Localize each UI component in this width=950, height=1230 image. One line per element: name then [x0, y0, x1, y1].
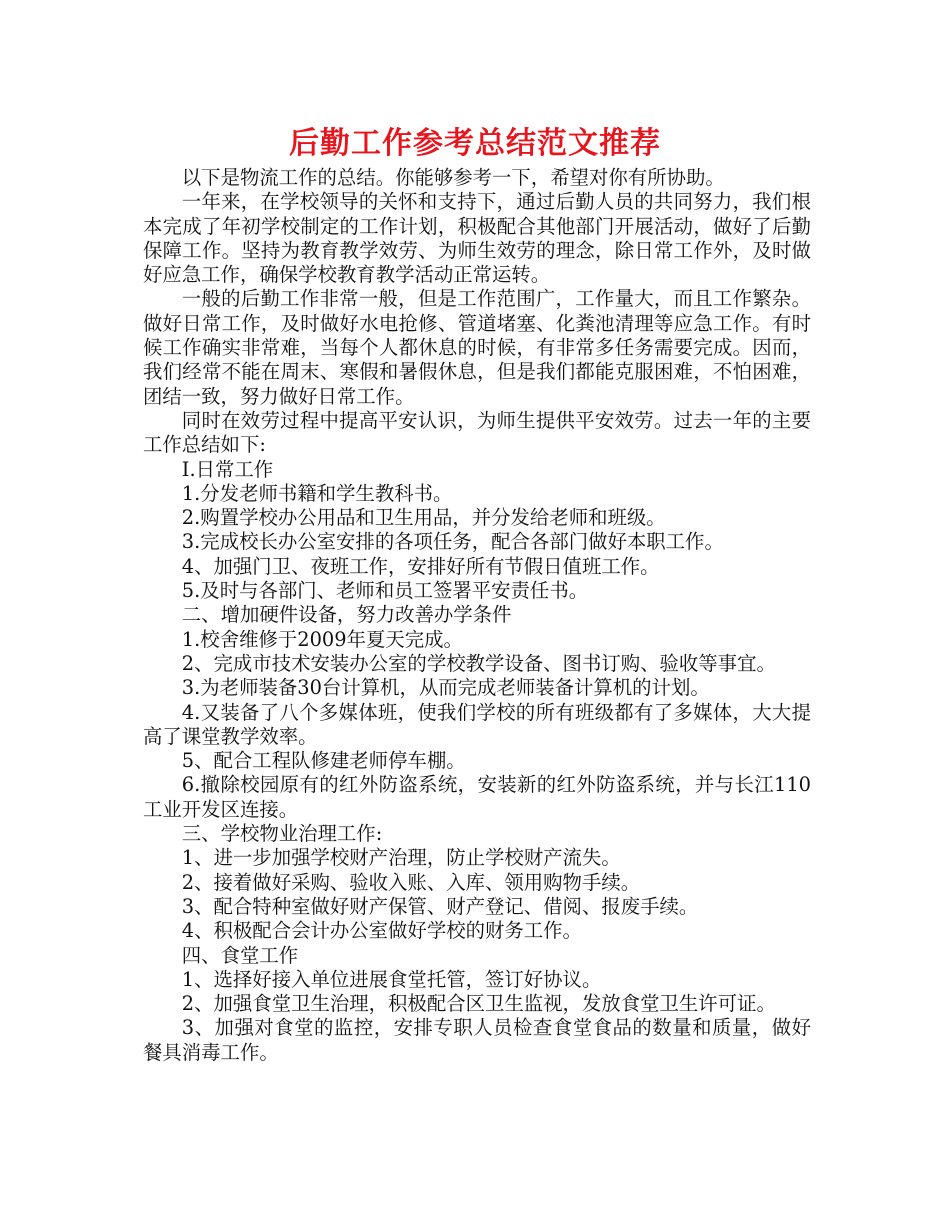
list-item: 1.分发老师书籍和学生教科书。 [181, 481, 453, 505]
list-item: 5、配合工程队修建老师停车棚。 [181, 749, 466, 773]
list-item: 4.又装备了八个多媒体班，使我们学校的所有班级都有了多媒体，大大提高了课堂教学效率。 [143, 700, 811, 748]
list-item: 2、加强食堂卫生治理，积极配合区卫生监视，发放食堂卫生许可证。 [181, 992, 776, 1016]
list-item: 1、进一步加强学校财产治理，防止学校财产流失。 [181, 846, 621, 870]
list-item: 1、选择好接入单位进展食堂托管，签订好协议。 [181, 967, 602, 991]
section-heading: 二、增加硬件设备，努力改善办学条件 [181, 603, 512, 627]
paragraph: 同时在效劳过程中提高平安认识，为师生提供平安效劳。过去一年的主要工作总结如下: [143, 408, 811, 457]
paragraph: 一年来，在学校领导的关怀和支持下，通过后勤人员的共同努力，我们根本完成了年初学校制定的工作计划，积极配合其他部门开展活动，做好了后勤保障工作。坚持为教育教学效劳、为师生效劳的理念，除日常工作外，及时做好应急工作，确保学校教育教学活动正常运转。 [143, 190, 811, 287]
list-item: 3.完成校长办公室安排的各项任务，配合各部门做好本职工作。 [181, 530, 724, 554]
list-item: 3、配合特种室做好财产保管、财产登记、借阅、报废手续。 [181, 894, 699, 918]
list-item: 4、积极配合会计办公室做好学校的财务工作。 [181, 919, 582, 943]
section-heading: 三、学校物业治理工作: [181, 822, 383, 846]
list-item: 2、接着做好采购、验收入账、入库、领用购物手续。 [181, 870, 641, 894]
paragraph: 一般的后勤工作非常一般，但是工作范围广，工作量大，而且工作繁杂。做好日常工作，及时做好水电抢修、管道堵塞、化粪池清理等应急工作。有时候工作确实非常难，当每个人都休息的时候，有非常多任务需要完成。因而，我们经常不能在周末、寒假和暑假休息，但是我们都能克服困难，不怕困难，团结一致，努力做好日常工作。 [143, 287, 811, 408]
list-item: 4、加强门卫、夜班工作，安排好所有节假日值班工作。 [181, 554, 660, 578]
list-item: 5.及时与各部门、老师和员工签署平安责任书。 [181, 579, 589, 603]
list-item: 6.撤除校园原有的红外防盗系统，安装新的红外防盗系统，并与长江110工业开发区连接。 [143, 773, 811, 821]
list-item: 1.校舍维修于2009年夏天完成。 [181, 627, 463, 651]
document-body [143, 166, 811, 1065]
list-item: 2、完成市技术安装办公室的学校教学设备、图书订购、验收等事宜。 [181, 651, 776, 675]
document-title: 后勤工作参考总结范文推荐 [289, 126, 661, 161]
list-item: 2.购置学校办公用品和卫生用品，并分发给老师和班级。 [181, 506, 666, 530]
paragraph: 以下是物流工作的总结。你能够参考一下，希望对你有所协助。 [181, 166, 725, 189]
list-item: 3、加强对食堂的监控，安排专职人员检查食堂食品的数量和质量，做好餐具消毒工作。 [143, 1016, 811, 1064]
section-heading: 四、食堂工作 [181, 943, 299, 967]
section-heading: Ⅰ.日常工作 [181, 457, 274, 481]
list-item: 3.为老师装备30台计算机，从而完成老师装备计算机的计划。 [181, 676, 710, 700]
